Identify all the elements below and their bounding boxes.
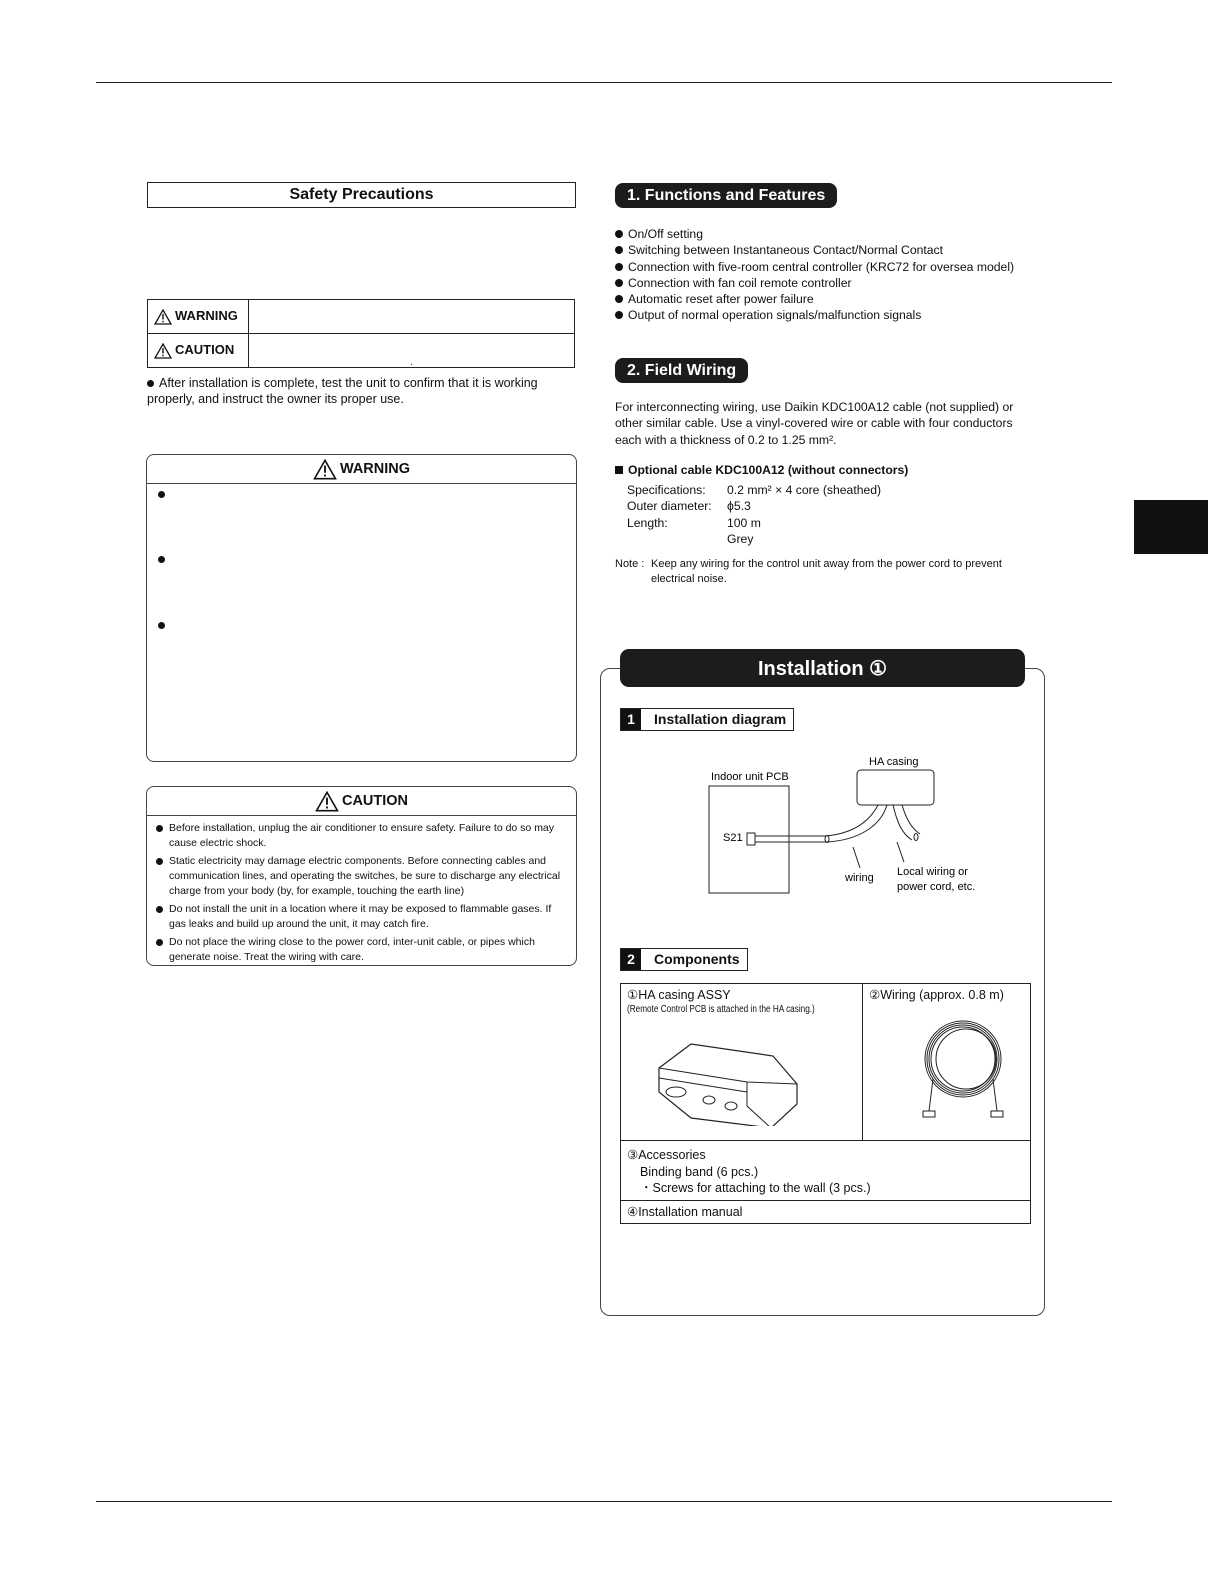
bullet-icon: [158, 556, 165, 563]
wiring-note: Note : Keep any wiring for the control unit away from the power cord to prevent electrical noise.: [615, 558, 1002, 585]
header-rule: [96, 82, 1112, 83]
bullet-icon: [147, 380, 154, 387]
ha-casing-label: HA casing: [869, 756, 919, 768]
s21-label: S21: [723, 832, 743, 844]
caution-label: CAUTION: [175, 342, 235, 358]
installation-diagram: [690, 750, 1010, 900]
ha-casing-note: (Remote Control PCB is attached in the HA casing.): [627, 1004, 815, 1015]
optional-cable-heading: Optional cable KDC100A12 (without connectors): [615, 463, 908, 477]
component-manual: ④Installation manual: [621, 1200, 1031, 1223]
local-wiring-label: Local wiring or: [897, 866, 968, 878]
ha-casing-illustration: [651, 1026, 801, 1126]
ha-casing-box: [857, 770, 934, 805]
after-install-bullet: After installation is complete, test the unit to confirm that it is working properly, and instruct the owner its proper use.: [147, 376, 538, 406]
bullet-icon: [158, 622, 165, 629]
list-item: On/Off setting: [615, 226, 1014, 242]
list-item: Automatic reset after power failure: [615, 291, 1014, 307]
list-item: Before installation, unplug the air conditioner to ensure safety. Failure to do so may cause electric shock.: [169, 821, 568, 851]
warning-box: [146, 454, 577, 762]
functions-heading: 1. Functions and Features: [615, 183, 837, 208]
list-item: Switching between Instantaneous Contact/Normal Contact: [615, 242, 1014, 258]
warning-description: [249, 300, 575, 334]
wiring-coil-illustration: [913, 1014, 1013, 1124]
warning-box-header: WARNING: [147, 455, 576, 484]
list-item: Connection with five-room central controller (KRC72 for oversea model): [615, 259, 1014, 275]
indoor-pcb-label: Indoor unit PCB: [711, 771, 789, 783]
component-accessories: ③Accessories Binding band (6 pcs.) ・Screws for attaching to the wall (3 pcs.): [621, 1141, 1031, 1201]
footer-rule: [96, 1501, 1112, 1502]
components-heading: 2 Components: [620, 948, 748, 971]
caution-box: [146, 786, 577, 966]
chapter-tab: [1134, 500, 1208, 554]
caution-triangle-icon: [315, 791, 339, 812]
power-cord-label: power cord, etc.: [897, 881, 976, 893]
warning-triangle-icon: [313, 459, 337, 480]
caution-row: [148, 334, 575, 368]
warning-triangle-icon: [154, 309, 172, 325]
indoor-pcb-box: [709, 786, 789, 893]
list-item: Connection with fan coil remote controller: [615, 275, 1014, 291]
caution-list: [147, 821, 576, 965]
bullet-icon: [158, 491, 165, 498]
list-item: Do not place the wiring close to the power cord, inter-unit cable, or pipes which generate noise. Treat the wiring with care.: [169, 935, 568, 965]
list-item: Do not install the unit in a location where it may be exposed to flammable gases. If gas leaks and build up around the unit, it may catch fire.: [169, 902, 568, 932]
caution-box-header: CAUTION: [147, 787, 576, 816]
warning-row: [148, 300, 575, 334]
warning-label: WARNING: [175, 308, 238, 324]
field-wiring-paragraph: For interconnecting wiring, use Daikin KDC100A12 cable (not supplied) or other similar cable. Use a vinyl-covered wire or cable with four conductors each with a thickness of 0.2 to 1.25 mm².: [615, 400, 1014, 447]
caution-description: .: [249, 334, 575, 368]
s21-connector: [747, 833, 755, 845]
safety-precautions-title: Safety Precautions: [147, 182, 576, 208]
features-list: [615, 226, 1014, 324]
list-item: Output of normal operation signals/malfunction signals: [615, 307, 1014, 323]
square-bullet-icon: [615, 466, 623, 474]
component-wiring: ②Wiring (approx. 0.8 m): [863, 984, 1031, 1141]
list-item: Static electricity may damage electric components. Before connecting cables and communication lines, and operating the switches, be sure to discharge any electrical charge from your body (by, for example, touching the earth line): [169, 854, 568, 899]
caution-triangle-icon: [154, 343, 172, 359]
field-wiring-heading: 2. Field Wiring: [615, 358, 748, 383]
wiring-label: wiring: [845, 872, 874, 884]
installation-banner: Installation ①: [620, 649, 1025, 687]
components-table: [620, 983, 1031, 1224]
component-ha-casing: ①HA casing ASSY (Remote Control PCB is attached in the HA casing.): [621, 984, 863, 1141]
signal-word-table: [147, 299, 575, 368]
installation-diagram-heading: 1 Installation diagram: [620, 708, 794, 731]
